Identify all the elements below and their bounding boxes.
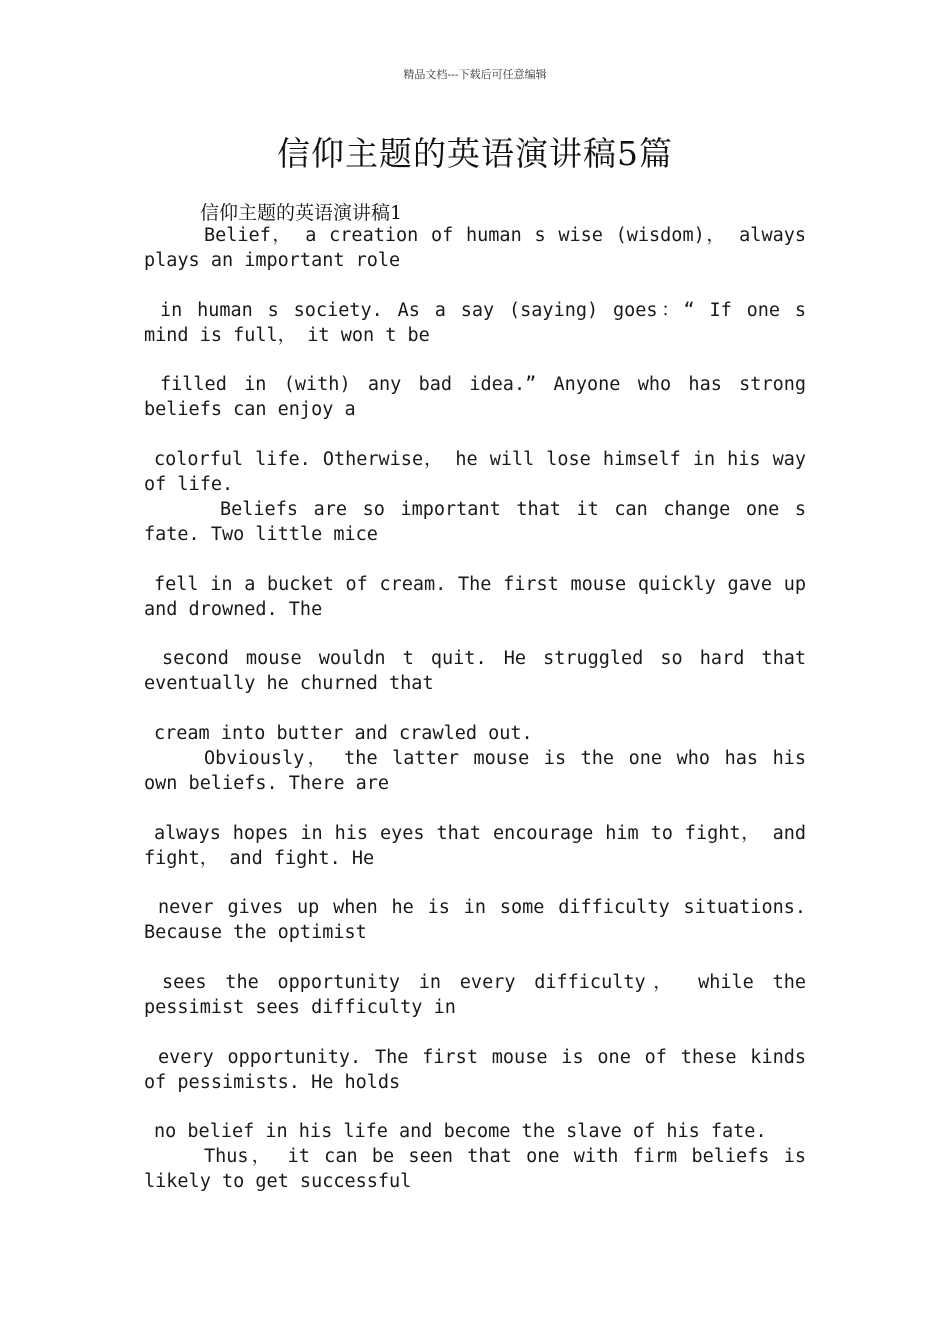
paragraph-chunk: Beliefs are so important that it can change one s fate. Two little mice — [144, 498, 806, 545]
paragraph-chunk: Belief， a creation of human s wise (wisdom)， always plays an important role — [144, 225, 806, 271]
paragraph-chunk: Obviously， the latter mouse is the one who has his own beliefs. There are — [144, 747, 806, 794]
paragraph-chunk: no belief in his life and become the slave of his fate. — [154, 1121, 767, 1143]
header-note: 精品文档---下载后可任意编辑 — [403, 68, 547, 81]
paragraph-chunk: second mouse wouldn t quit. He struggled so hard that eventually he churned that — [144, 648, 806, 695]
paragraph-chunk: never gives up when he is in some difficulty situations. Because the optimist — [144, 897, 806, 944]
section-subtitle: 信仰主题的英语演讲稿1 — [200, 202, 403, 224]
paragraph-chunk: every opportunity. The first mouse is one of these kinds of pessimists. He holds — [144, 1046, 806, 1093]
document-body — [144, 224, 806, 1195]
paragraph-chunk: colorful life. Otherwise， he will lose himself in his way of life. — [144, 449, 806, 496]
paragraph-chunk: in human s society. As a say (saying) goes：“ If one s mind is full， it won t be — [144, 299, 806, 346]
page-title: 信仰主题的英语演讲稿5篇 — [277, 134, 673, 173]
paragraph-chunk: filled in (with) any bad idea.” Anyone who has strong beliefs can enjoy a — [144, 374, 806, 421]
paragraph-chunk: Thus， it can be seen that one with firm beliefs is likely to get successful — [144, 1146, 806, 1193]
paragraph-chunk: always hopes in his eyes that encourage him to fight， and fight， and fight. He — [144, 822, 806, 869]
paragraph-chunk: cream into butter and crawled out. — [154, 723, 533, 745]
paragraph-chunk: fell in a bucket of cream. The first mouse quickly gave up and drowned. The — [144, 573, 806, 620]
paragraph-chunk: sees the opportunity in every difficulty， while the pessimist sees difficulty in — [144, 972, 806, 1018]
